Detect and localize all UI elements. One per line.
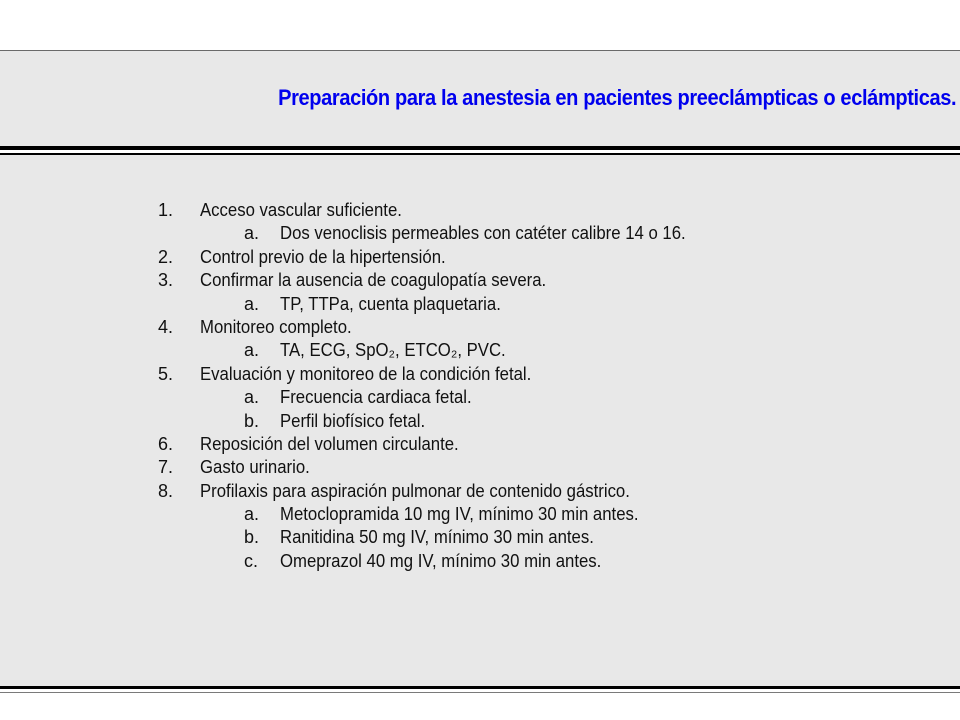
sub-item-letter: b. <box>244 527 260 548</box>
sub-item-text: Perfil biofísico fetal. <box>280 410 426 431</box>
sub-item-letter: b. <box>244 410 260 431</box>
sub-item-text: TA, ECG, SpO₂, ETCO₂, PVC. <box>280 340 506 361</box>
item-number: 3. <box>158 270 174 291</box>
sub-item-letter: c. <box>244 550 259 571</box>
sub-item-text: Frecuencia cardiaca fetal. <box>280 387 472 408</box>
sub-item-letter: a. <box>244 387 260 408</box>
sub-item-letter: a. <box>244 223 260 244</box>
bottom-divider-thin <box>0 692 960 693</box>
sub-item-letter: a. <box>244 504 260 525</box>
item-text: Confirmar la ausencia de coagulopatía severa. <box>200 270 547 291</box>
item-number: 8. <box>158 480 174 501</box>
slide-title: Preparación para la anestesia en pacientes preeclámpticas o eclámpticas. <box>277 85 956 110</box>
item-text: Monitoreo completo. <box>200 316 352 337</box>
item-text: Profilaxis para aspiración pulmonar de contenido gástrico. <box>200 480 630 501</box>
item-text: Control previo de la hipertensión. <box>200 246 446 267</box>
item-text: Evaluación y monitoreo de la condición fetal. <box>200 363 532 384</box>
item-number: 7. <box>158 457 174 478</box>
item-text: Acceso vascular suficiente. <box>200 200 402 220</box>
item-number: 1. <box>158 200 174 220</box>
sub-item-letter: a. <box>244 340 260 361</box>
sub-item-text: Omeprazol 40 mg IV, mínimo 30 min antes. <box>280 550 602 571</box>
sub-item-text: Metoclopramida 10 mg IV, mínimo 30 min antes. <box>280 504 639 525</box>
item-number: 6. <box>158 433 174 454</box>
item-number: 2. <box>158 246 174 267</box>
item-text: Reposición del volumen circulante. <box>200 433 459 454</box>
title-divider-thick <box>0 146 960 150</box>
item-text: Gasto urinario. <box>200 457 310 478</box>
bottom-divider-thick <box>0 686 960 689</box>
item-number: 4. <box>158 316 174 337</box>
sub-item-text: Dos venoclisis permeables con catéter calibre 14 o 16. <box>280 223 686 244</box>
item-number: 5. <box>158 363 174 384</box>
sub-item-text: Ranitidina 50 mg IV, mínimo 30 min antes. <box>280 527 594 548</box>
sub-item-letter: a. <box>244 293 260 314</box>
sub-item-text: TP, TTPa, cuenta plaquetaria. <box>280 293 501 314</box>
